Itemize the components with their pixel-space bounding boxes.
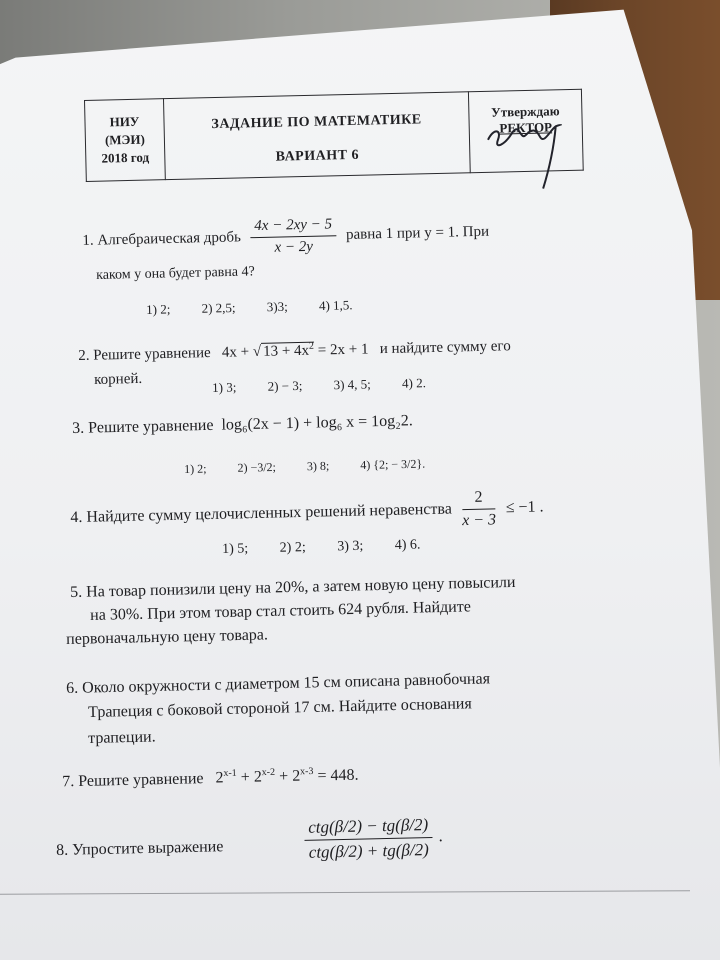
- q4-option-1: 1) 5;: [222, 541, 249, 557]
- q1-fraction: [250, 216, 337, 257]
- q4-option-2: 2) 2;: [279, 540, 306, 556]
- q1-option-2: 2) 2,5;: [201, 299, 236, 316]
- q2-eq-right: = 2x + 1: [317, 341, 369, 359]
- q3-option-4: 4) {2; − 3/2}.: [360, 456, 426, 473]
- q2-option-2: 2) − 3;: [267, 377, 303, 394]
- q4-option-3: 3) 3;: [337, 538, 364, 555]
- q1-option-4: 4) 1,5.: [318, 297, 353, 314]
- org-abbr: (МЭИ): [104, 131, 145, 148]
- q2-option-4: 4) 2.: [401, 375, 427, 391]
- header-table: [84, 89, 584, 182]
- q7-result: = 448.: [317, 766, 359, 785]
- rector-label: РЕКТОР: [499, 119, 553, 136]
- q1-line2: каком y она будет равна 4?: [96, 264, 255, 283]
- bottom-divider: [0, 890, 690, 895]
- university-cell: [85, 99, 166, 182]
- q4-text: Найдите сумму целочисленных решений неравенства: [86, 500, 453, 526]
- q8-text: 8. Упростите выражение: [56, 838, 224, 859]
- approval-cell: [468, 89, 583, 173]
- q1-number: 1.: [82, 232, 94, 249]
- q2-root: √ $13 + 4x^2$: [252, 340, 315, 361]
- q4-tail: ≤ −1 .: [505, 498, 544, 517]
- q2-number: 2.: [78, 347, 90, 364]
- year: 2018 год: [101, 149, 150, 166]
- q3-text: Решите уравнение: [87, 416, 214, 437]
- q2-line2: корней.: [94, 370, 143, 388]
- task-title-cell: [163, 92, 470, 180]
- q8-denominator: ctg(β/2) + tg(β/2): [308, 840, 429, 862]
- q4-fraction-numerator: 2: [461, 488, 495, 510]
- q3-option-2: 2) −3/2;: [237, 459, 277, 475]
- q2-option-3: 3) 4, 5;: [333, 376, 371, 393]
- q8-expression: [304, 815, 433, 863]
- q5-line2: на 30%. При этом товар стал стоить 624 рубля. Найдите: [90, 598, 472, 624]
- q3-option-1: 1) 2;: [184, 461, 207, 476]
- q5-line3: первоначальную цену товара.: [66, 626, 269, 648]
- q2-eq-left: 4x +: [221, 344, 250, 361]
- question-1: [82, 213, 490, 261]
- q1-option-3: 3)3;: [266, 298, 288, 315]
- approve-label: Утверждаю: [491, 103, 560, 120]
- q1-option-1: 1) 2;: [146, 301, 171, 317]
- q2-eq-root: 13 + 4x: [262, 342, 310, 360]
- q4-fraction-denominator: x − 3: [461, 511, 497, 530]
- q1-text: Алгебраическая дробь: [97, 229, 242, 249]
- org-name: НИУ: [109, 113, 140, 130]
- q3-option-3: 3) 8;: [306, 458, 330, 474]
- q4-options: [222, 537, 449, 558]
- q8-numerator: ctg(β/2) − tg(β/2): [304, 815, 432, 841]
- q1-fraction-numerator: 4x − 2xy − 5: [250, 216, 336, 238]
- rector-signature: [484, 124, 586, 206]
- q3-options: [184, 456, 453, 477]
- q7-text: 7. Решите уравнение: [62, 770, 204, 791]
- q3-number: 3.: [72, 419, 85, 437]
- q1-options: [146, 297, 381, 318]
- q6-line3: трапеции.: [88, 728, 156, 747]
- q7-equation: $2^{x-1} + 2^{x-2} + 2^{x-3}$: [215, 766, 314, 787]
- question-2: [78, 336, 511, 365]
- q1-text-after: равна 1 при y = 1. При: [345, 223, 490, 243]
- q2-option-1: 1) 3;: [212, 379, 237, 395]
- q8-fraction: $\frac{\text{ctg(β/2) − tg(β/2)}}{\text{ctg(β/2) + tg(β/2)}}$ .: [298, 815, 443, 863]
- question-4: [70, 487, 544, 539]
- q6-line1: 6. Около окружности с диаметром 15 см описана равнобочная: [66, 670, 491, 697]
- question-3: [72, 412, 413, 438]
- variant-label: ВАРИАНТ 6: [275, 147, 360, 165]
- q2-options: [212, 375, 454, 396]
- q2-text-after: и найдите сумму его: [379, 338, 511, 358]
- q4-fraction: [461, 488, 496, 530]
- task-title: ЗАДАНИЕ ПО МАТЕМАТИКЕ: [211, 112, 422, 133]
- q5-line1: 5. На товар понизили цену на 20%, а затем новую цену повысили: [70, 573, 516, 601]
- q6-line2: Трапеция с боковой стороной 17 см. Найдите основания: [88, 695, 472, 721]
- q2-text: Решите уравнение: [93, 344, 211, 364]
- q1-fraction-denominator: x − 2y: [274, 238, 314, 256]
- q4-number: 4.: [70, 508, 83, 527]
- question-7: [62, 765, 359, 791]
- q3-equation: log₆(2x − 1) + log₆ x = 1og₂2.: [221, 412, 413, 434]
- q4-option-4: 4) 6.: [394, 537, 421, 554]
